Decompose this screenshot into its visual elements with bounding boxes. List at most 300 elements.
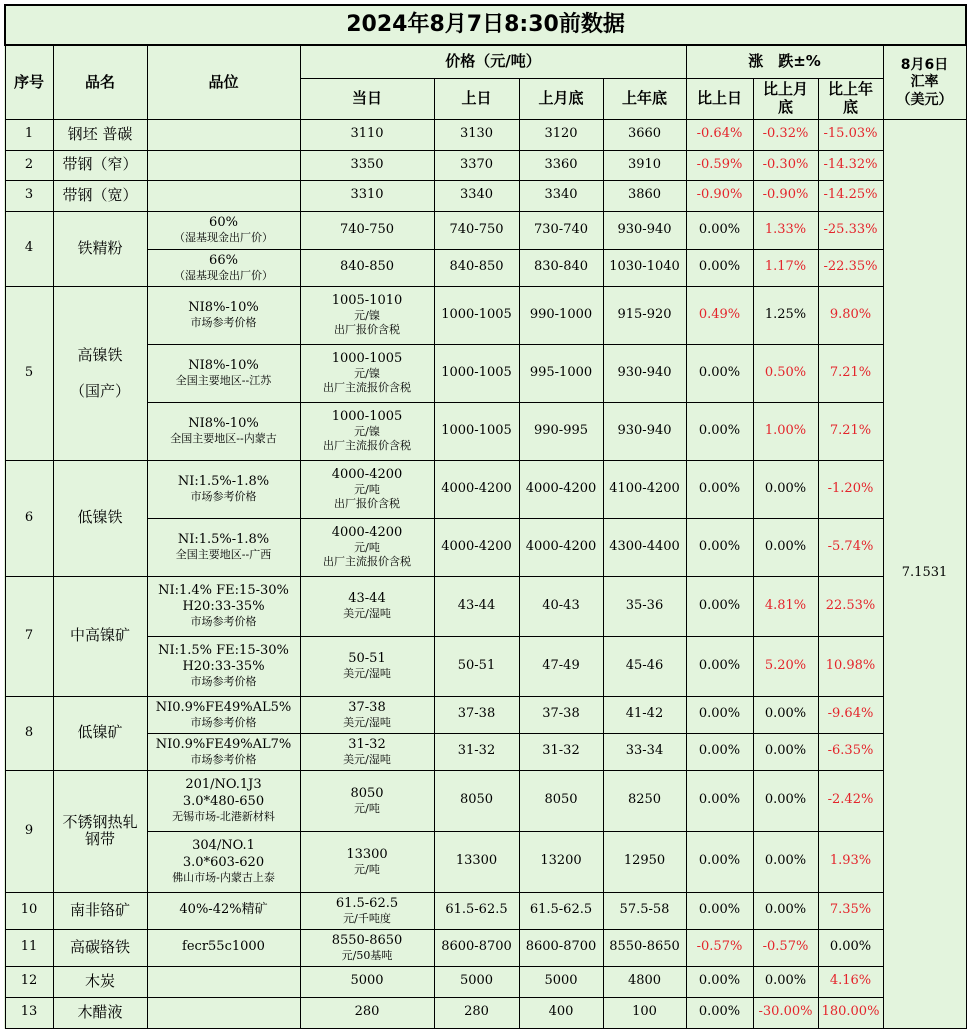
cell-change-vs-month: 1.33% — [753, 211, 818, 249]
row-grade — [147, 892, 300, 929]
cell-price-today — [300, 997, 434, 1028]
row-grade — [147, 576, 300, 636]
cell-change-vs-day: 0.00% — [686, 402, 753, 460]
price-table — [4, 4, 967, 1029]
product-name-line: （国产） — [69, 382, 130, 400]
header-prev-year-end: 上年底 — [603, 78, 686, 119]
header-today: 当日 — [300, 78, 434, 119]
rate-label-date: 8月6日 — [900, 56, 949, 73]
cell-price-prev-year-end: 915-920 — [603, 286, 686, 344]
today-price-line: 13300 — [346, 846, 388, 862]
row-seq: 1 — [5, 119, 53, 150]
table-row — [5, 249, 966, 286]
cell-price-today — [300, 831, 434, 892]
row-grade — [147, 460, 300, 518]
cell-price-prev-year-end: 41-42 — [603, 696, 686, 733]
row-grade — [147, 119, 300, 150]
rate-label-rate: 汇率 — [910, 74, 939, 91]
grade-line: NI8%-10% — [188, 358, 259, 373]
cell-change-vs-day: 0.00% — [686, 966, 753, 997]
grade-line: 无锡市场-北港新材料 — [172, 809, 275, 823]
row-product-name: 钢坯 普碳 — [53, 119, 147, 150]
cell-price-today — [300, 286, 434, 344]
cell-price-prev-month-end: 8050 — [519, 770, 603, 831]
cell-change-vs-day: 0.00% — [686, 344, 753, 402]
row-seq: 6 — [5, 460, 53, 576]
cell-price-prev-month-end: 990-1000 — [519, 286, 603, 344]
price-table-container — [4, 4, 965, 1028]
exchange-rate-value: 7.1531 — [883, 119, 966, 1028]
row-product-name — [53, 770, 147, 892]
cell-price-prev-day: 1000-1005 — [434, 286, 519, 344]
today-price-line: 3310 — [350, 187, 384, 203]
cell-price-prev-year-end: 12950 — [603, 831, 686, 892]
row-seq: 9 — [5, 770, 53, 892]
today-price-line: 美元/湿吨 — [343, 667, 391, 681]
row-grade — [147, 929, 300, 966]
table-row — [5, 966, 966, 997]
today-price-line: 3110 — [350, 126, 384, 142]
grade-line: 市场参考价格 — [190, 490, 257, 504]
today-price-line: 出厂报价含税 — [334, 323, 400, 337]
cell-price-prev-year-end: 8250 — [603, 770, 686, 831]
today-price-line: 元/吨 — [354, 862, 380, 876]
table-row — [5, 576, 966, 636]
row-seq: 11 — [5, 929, 53, 966]
cell-change-vs-year: -22.35% — [818, 249, 883, 286]
cell-price-prev-day: 50-51 — [434, 636, 519, 696]
row-grade — [147, 402, 300, 460]
grade-line: 全国主要地区--内蒙古 — [170, 432, 277, 446]
cell-change-vs-day: 0.00% — [686, 518, 753, 576]
row-seq: 13 — [5, 997, 53, 1028]
table-row — [5, 150, 966, 180]
today-price-line: 1005-1010 — [331, 293, 403, 309]
row-grade — [147, 997, 300, 1028]
header-exchange-rate — [883, 45, 966, 119]
table-row — [5, 460, 966, 518]
cell-change-vs-year: -14.32% — [818, 150, 883, 180]
grade-line: 全国主要地区--江苏 — [175, 374, 272, 388]
cell-price-prev-month-end: 13200 — [519, 831, 603, 892]
cell-price-prev-month-end: 730-740 — [519, 211, 603, 249]
cell-change-vs-month: -30.00% — [753, 997, 818, 1028]
cell-change-vs-day: 0.00% — [686, 460, 753, 518]
table-row — [5, 733, 966, 770]
today-price-line: 280 — [354, 1004, 380, 1020]
cell-change-vs-month: 0.00% — [753, 733, 818, 770]
cell-price-today — [300, 966, 434, 997]
cell-price-prev-month-end: 40-43 — [519, 576, 603, 636]
row-grade — [147, 180, 300, 211]
grade-line: 市场参考价格 — [190, 675, 257, 689]
grade-line: NI:1.5%-1.8% — [177, 532, 270, 547]
cell-change-vs-month: 0.00% — [753, 892, 818, 929]
cell-price-prev-day: 5000 — [434, 966, 519, 997]
cell-price-prev-year-end: 35-36 — [603, 576, 686, 636]
today-price-line: 元/50基吨 — [341, 948, 393, 962]
today-price-line: 37-38 — [348, 699, 386, 715]
header-vs-prev-year-end — [818, 78, 883, 119]
cell-price-prev-month-end: 3360 — [519, 150, 603, 180]
cell-change-vs-day: 0.00% — [686, 770, 753, 831]
cell-price-prev-day: 1000-1005 — [434, 402, 519, 460]
row-product-name: 木炭 — [53, 966, 147, 997]
cell-price-prev-year-end: 3660 — [603, 119, 686, 150]
row-product-name: 高碳铬铁 — [53, 929, 147, 966]
cell-price-today — [300, 150, 434, 180]
cell-price-prev-year-end: 3910 — [603, 150, 686, 180]
grade-line: H20:33-35% — [182, 659, 265, 675]
today-price-line: 4000-4200 — [331, 525, 403, 541]
cell-price-prev-year-end: 8550-8650 — [603, 929, 686, 966]
cell-price-prev-month-end: 4000-4200 — [519, 518, 603, 576]
cell-change-vs-year: 7.21% — [818, 344, 883, 402]
cell-price-prev-year-end: 57.5-58 — [603, 892, 686, 929]
cell-change-vs-month: -0.32% — [753, 119, 818, 150]
header-vs-year-line2: 底 — [842, 97, 858, 116]
cell-change-vs-month: -0.90% — [753, 180, 818, 211]
today-price-line: 出厂主流报价含税 — [323, 439, 411, 453]
cell-price-prev-day: 4000-4200 — [434, 460, 519, 518]
today-price-line: 740-750 — [339, 221, 395, 237]
row-grade — [147, 518, 300, 576]
cell-change-vs-year: 7.35% — [818, 892, 883, 929]
grade-line: 40%-42%精矿 — [179, 902, 268, 918]
row-seq: 2 — [5, 150, 53, 180]
row-product-name: 南非铬矿 — [53, 892, 147, 929]
row-seq: 4 — [5, 211, 53, 286]
cell-price-today — [300, 249, 434, 286]
row-seq: 8 — [5, 696, 53, 770]
today-price-line: 元/吨 — [354, 483, 380, 497]
cell-change-vs-day: 0.00% — [686, 249, 753, 286]
cell-price-prev-day: 4000-4200 — [434, 518, 519, 576]
cell-change-vs-year: 0.00% — [818, 929, 883, 966]
cell-change-vs-day: 0.00% — [686, 733, 753, 770]
cell-change-vs-month: -0.30% — [753, 150, 818, 180]
grade-line: 市场参考价格 — [190, 316, 257, 330]
cell-price-prev-year-end: 4800 — [603, 966, 686, 997]
today-price-line: 8550-8650 — [331, 932, 403, 948]
cell-change-vs-month: 1.17% — [753, 249, 818, 286]
product-name-line: 高镍铁 — [77, 346, 123, 364]
table-row — [5, 770, 966, 831]
grade-line: H20:33-35% — [182, 599, 265, 615]
cell-change-vs-month: 0.00% — [753, 966, 818, 997]
table-row — [5, 402, 966, 460]
cell-change-vs-year: -14.25% — [818, 180, 883, 211]
row-grade — [147, 770, 300, 831]
cell-price-prev-month-end: 990-995 — [519, 402, 603, 460]
row-seq: 5 — [5, 286, 53, 460]
table-row — [5, 892, 966, 929]
cell-price-prev-month-end: 31-32 — [519, 733, 603, 770]
header-vs-month-line1: 比上月 — [762, 80, 808, 99]
today-price-line: 3350 — [350, 156, 384, 172]
header-vs-prev-month-end — [753, 78, 818, 119]
cell-price-today — [300, 929, 434, 966]
cell-change-vs-month: 0.00% — [753, 831, 818, 892]
cell-change-vs-year: -9.64% — [818, 696, 883, 733]
cell-price-prev-day: 13300 — [434, 831, 519, 892]
cell-price-prev-month-end: 995-1000 — [519, 344, 603, 402]
cell-price-prev-day: 8050 — [434, 770, 519, 831]
grade-line: NI:1.5%-1.8% — [177, 474, 270, 489]
cell-price-prev-month-end: 61.5-62.5 — [519, 892, 603, 929]
cell-change-vs-year: 7.21% — [818, 402, 883, 460]
grade-line: 3.0*480-650 — [182, 793, 265, 809]
row-product-name: 铁精粉 — [53, 211, 147, 286]
row-seq: 12 — [5, 966, 53, 997]
cell-price-prev-year-end: 4300-4400 — [603, 518, 686, 576]
grade-line: 市场参考价格 — [190, 615, 257, 629]
row-grade — [147, 831, 300, 892]
cell-price-prev-month-end: 5000 — [519, 966, 603, 997]
grade-line: 201/NO.1J3 — [185, 777, 262, 793]
grade-line: NI0.9%FE49%AL7% — [155, 736, 292, 752]
cell-change-vs-year: -15.03% — [818, 119, 883, 150]
cell-change-vs-day: 0.00% — [686, 831, 753, 892]
today-price-line: 出厂主流报价含税 — [323, 555, 411, 569]
today-price-line: 出厂主流报价含税 — [323, 381, 411, 395]
cell-price-prev-year-end: 33-34 — [603, 733, 686, 770]
cell-price-prev-year-end: 930-940 — [603, 344, 686, 402]
today-price-line: 元/千吨度 — [343, 911, 391, 925]
cell-change-vs-day: 0.49% — [686, 286, 753, 344]
row-product-name — [53, 286, 147, 460]
cell-price-prev-year-end: 45-46 — [603, 636, 686, 696]
today-price-line: 5000 — [350, 973, 384, 989]
cell-price-prev-month-end: 4000-4200 — [519, 460, 603, 518]
cell-price-prev-day: 8600-8700 — [434, 929, 519, 966]
row-seq: 7 — [5, 576, 53, 696]
today-price-line: 元/镍 — [354, 367, 380, 381]
today-price-line: 美元/湿吨 — [343, 715, 391, 729]
row-grade — [147, 150, 300, 180]
cell-price-prev-year-end: 4100-4200 — [603, 460, 686, 518]
cell-price-prev-month-end: 830-840 — [519, 249, 603, 286]
page-title: 2024年8月7日8:30前数据 — [5, 5, 966, 45]
table-row — [5, 636, 966, 696]
cell-change-vs-month: 1.25% — [753, 286, 818, 344]
cell-change-vs-year: -1.20% — [818, 460, 883, 518]
grade-line: 全国主要地区--广西 — [175, 548, 272, 562]
grade-line: 60% — [209, 215, 238, 230]
table-row — [5, 180, 966, 211]
header-vs-year-line1: 比上年 — [827, 80, 873, 99]
row-grade — [147, 286, 300, 344]
cell-price-today — [300, 770, 434, 831]
cell-change-vs-month: 1.00% — [753, 402, 818, 460]
header-vs-month-line2: 底 — [777, 97, 793, 116]
grade-line: fecr55c1000 — [182, 939, 265, 955]
cell-price-today — [300, 119, 434, 150]
header-grade: 品位 — [147, 45, 300, 119]
cell-price-today — [300, 460, 434, 518]
cell-price-prev-day: 1000-1005 — [434, 344, 519, 402]
table-row — [5, 696, 966, 733]
rate-label-currency: （美元） — [896, 92, 953, 109]
cell-price-prev-month-end: 3340 — [519, 180, 603, 211]
cell-price-prev-year-end: 930-940 — [603, 211, 686, 249]
cell-price-prev-month-end: 3120 — [519, 119, 603, 150]
cell-price-prev-day: 740-750 — [434, 211, 519, 249]
cell-change-vs-month: -0.57% — [753, 929, 818, 966]
table-row — [5, 997, 966, 1028]
row-product-name: 低镍铁 — [53, 460, 147, 576]
cell-price-prev-year-end: 100 — [603, 997, 686, 1028]
today-price-line: 1000-1005 — [331, 351, 403, 367]
cell-price-prev-month-end: 47-49 — [519, 636, 603, 696]
cell-price-today — [300, 344, 434, 402]
today-price-line: 美元/湿吨 — [343, 752, 391, 766]
header-prev-day: 上日 — [434, 78, 519, 119]
cell-change-vs-day: 0.00% — [686, 892, 753, 929]
row-product-name: 中高镍矿 — [53, 576, 147, 696]
cell-change-vs-month: 0.00% — [753, 696, 818, 733]
cell-price-today — [300, 733, 434, 770]
today-price-line: 50-51 — [348, 651, 386, 666]
cell-change-vs-month: 0.00% — [753, 460, 818, 518]
today-price-line: 61.5-62.5 — [335, 895, 399, 911]
grade-line: 3.0*603-620 — [182, 854, 265, 870]
table-row — [5, 831, 966, 892]
cell-price-today — [300, 696, 434, 733]
row-product-name: 木醋液 — [53, 997, 147, 1028]
cell-change-vs-day: 0.00% — [686, 211, 753, 249]
cell-change-vs-month: 0.00% — [753, 518, 818, 576]
cell-change-vs-year: -25.33% — [818, 211, 883, 249]
cell-change-vs-day: 0.00% — [686, 696, 753, 733]
table-row — [5, 518, 966, 576]
cell-price-prev-day: 31-32 — [434, 733, 519, 770]
grade-line: （湿基现金出厂价） — [174, 231, 273, 245]
header-seq: 序号 — [5, 45, 53, 119]
table-row — [5, 286, 966, 344]
table-row — [5, 344, 966, 402]
table-row — [5, 929, 966, 966]
cell-price-prev-day: 61.5-62.5 — [434, 892, 519, 929]
cell-change-vs-year: 9.80% — [818, 286, 883, 344]
cell-price-prev-day: 3370 — [434, 150, 519, 180]
cell-change-vs-year: -2.42% — [818, 770, 883, 831]
cell-change-vs-month: 0.00% — [753, 770, 818, 831]
product-name-line: 不锈钢热轧 — [62, 812, 138, 831]
table-row — [5, 211, 966, 249]
cell-change-vs-year: 22.53% — [818, 576, 883, 636]
cell-price-prev-year-end: 3860 — [603, 180, 686, 211]
row-product-name: 低镍矿 — [53, 696, 147, 770]
row-grade — [147, 211, 300, 249]
cell-price-prev-month-end: 8600-8700 — [519, 929, 603, 966]
row-grade — [147, 966, 300, 997]
cell-change-vs-day: 0.00% — [686, 636, 753, 696]
product-name-line: 钢带 — [84, 830, 115, 848]
cell-change-vs-month: 0.50% — [753, 344, 818, 402]
header-price-group: 价格（元/吨） — [300, 45, 686, 78]
today-price-line: 43-44 — [348, 591, 386, 606]
grade-line: NI:1.5% FE:15-30% — [158, 642, 289, 658]
cell-price-prev-day: 280 — [434, 997, 519, 1028]
cell-price-prev-day: 37-38 — [434, 696, 519, 733]
today-price-line: 31-32 — [348, 736, 386, 752]
header-change-group: 涨 跌±% — [686, 45, 883, 78]
today-price-line: 美元/湿吨 — [343, 607, 391, 621]
cell-change-vs-month: 5.20% — [753, 636, 818, 696]
grade-line: 佛山市场-内蒙古上泰 — [172, 870, 275, 884]
cell-change-vs-year: -5.74% — [818, 518, 883, 576]
cell-change-vs-year: -6.35% — [818, 733, 883, 770]
cell-price-today — [300, 518, 434, 576]
cell-change-vs-day: 0.00% — [686, 576, 753, 636]
cell-price-prev-year-end: 1030-1040 — [603, 249, 686, 286]
header-vs-prev-day: 比上日 — [686, 78, 753, 119]
today-price-line: 出厂报价含税 — [334, 497, 400, 511]
cell-price-today — [300, 402, 434, 460]
today-price-line: 元/镍 — [354, 309, 380, 323]
cell-change-vs-year: 4.16% — [818, 966, 883, 997]
grade-line: 304/NO.1 — [192, 838, 255, 854]
table-row — [5, 119, 966, 150]
header-prev-month-end: 上月底 — [519, 78, 603, 119]
cell-price-today — [300, 576, 434, 636]
row-product-name: 带钢（宽） — [53, 180, 147, 211]
grade-line: NI8%-10% — [188, 416, 259, 431]
cell-price-today — [300, 180, 434, 211]
cell-change-vs-day: 0.00% — [686, 997, 753, 1028]
today-price-line: 元/吨 — [354, 541, 380, 555]
cell-change-vs-year: 180.00% — [818, 997, 883, 1028]
row-grade — [147, 696, 300, 733]
cell-change-vs-day: -0.64% — [686, 119, 753, 150]
row-grade — [147, 733, 300, 770]
cell-price-today — [300, 636, 434, 696]
cell-change-vs-year: 10.98% — [818, 636, 883, 696]
grade-line: 市场参考价格 — [190, 752, 257, 766]
row-grade — [147, 636, 300, 696]
cell-change-vs-day: -0.90% — [686, 180, 753, 211]
grade-line: （湿基现金出厂价） — [174, 268, 273, 282]
today-price-line: 840-850 — [339, 259, 395, 275]
cell-price-prev-day: 3130 — [434, 119, 519, 150]
row-grade — [147, 344, 300, 402]
header-name: 品名 — [53, 45, 147, 119]
row-product-name: 带钢（窄） — [53, 150, 147, 180]
today-price-line: 4000-4200 — [331, 467, 403, 483]
grade-line: 市场参考价格 — [190, 715, 257, 729]
row-seq: 10 — [5, 892, 53, 929]
cell-price-prev-day: 3340 — [434, 180, 519, 211]
cell-price-today — [300, 211, 434, 249]
cell-change-vs-year: 1.93% — [818, 831, 883, 892]
cell-change-vs-day: -0.59% — [686, 150, 753, 180]
today-price-line: 1000-1005 — [331, 409, 403, 425]
today-price-line: 元/吨 — [354, 801, 380, 815]
cell-change-vs-day: -0.57% — [686, 929, 753, 966]
grade-line: NI:1.4% FE:15-30% — [158, 582, 289, 598]
cell-price-prev-day: 840-850 — [434, 249, 519, 286]
grade-line: 66% — [209, 252, 238, 268]
row-grade — [147, 249, 300, 286]
today-price-line: 8050 — [350, 785, 384, 801]
cell-price-prev-day: 43-44 — [434, 576, 519, 636]
cell-change-vs-month: 4.81% — [753, 576, 818, 636]
row-seq: 3 — [5, 180, 53, 211]
cell-price-prev-month-end: 37-38 — [519, 696, 603, 733]
today-price-line: 元/镍 — [354, 425, 380, 439]
cell-price-prev-year-end: 930-940 — [603, 402, 686, 460]
